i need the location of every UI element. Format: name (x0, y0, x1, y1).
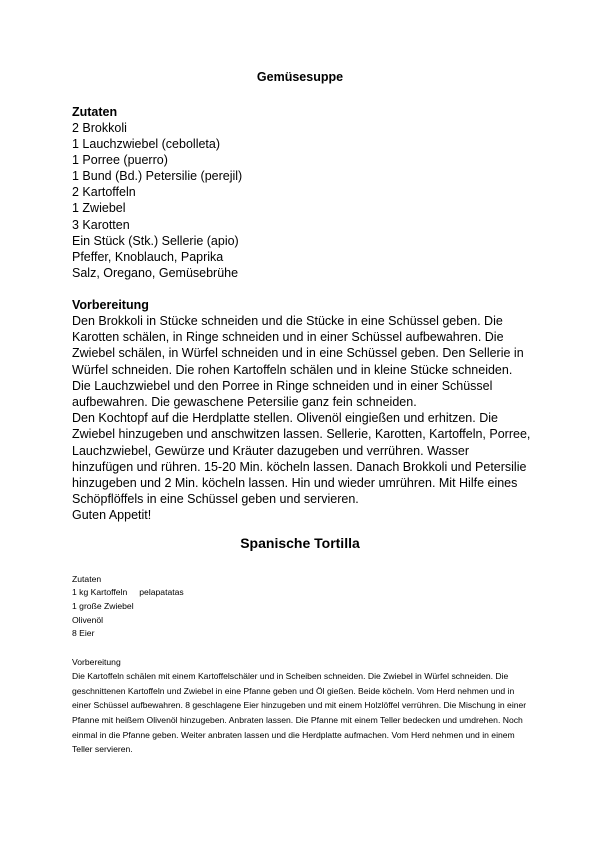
ingredient-item: 1 Porree (puerro) (72, 153, 168, 168)
ingredient-item (72, 586, 534, 600)
preparation-heading: Vorbereitung (72, 657, 121, 668)
ingredient-text: 1 kg Kartoffeln (72, 587, 128, 597)
closing-line: Guten Appetit! (72, 508, 152, 523)
preparation-heading: Vorbereitung (72, 297, 149, 312)
recipe-tortilla (72, 572, 534, 757)
recipe-gemuesesuppe (72, 104, 532, 524)
ingredients-list (72, 120, 532, 281)
ingredients-heading: Zutaten (72, 105, 118, 119)
ingredient-item: 1 Zwiebel (72, 201, 126, 216)
ingredient-item: 3 Karotten (72, 217, 130, 232)
preparation-paragraph: Die Kartoffeln schälen mit einem Kartoffelschäler und in Scheiben schneiden. Die Zwiebel in Würfel schneiden. Die geschnittenen Kartoffeln und Zwiebel in eine Pfanne geben und Öl gießen. Beide köcheln. Vom Herd nehmen und in einer Schüssel aufbewahren. 8 geschlagene Eier hinzugeben und mit einem Holzlöffel verrühren. Die Mischung in einer Pfanne mit heißem Olivenöl hinzugeben. Anbraten lassen. Die Pfanne mit einem Teller bedecken und umdrehen. Noch einmal in die Pfanne geben. Weiter anbraten lassen und die Herdplatte aufmachen. Vom Herd nehmen und in einem Teller servieren. (72, 671, 527, 755)
ingredient-item: 2 Brokkoli (72, 121, 127, 135)
ingredient-item: 2 Kartoffeln (72, 185, 136, 200)
ingredients-heading: Zutaten (72, 574, 102, 584)
ingredient-note: pelapatatas (139, 587, 184, 597)
recipe-title-tortilla: Spanische Tortilla (240, 535, 360, 551)
ingredients-list (72, 586, 534, 641)
ingredient-item: 8 Eier (72, 628, 95, 639)
ingredient-item: 1 Lauchzwiebel (cebolleta) (72, 137, 221, 152)
ingredient-item: Ein Stück (Stk.) Sellerie (apio) (72, 233, 239, 248)
preparation-paragraph: Den Brokkoli in Stücke schneiden und die Stücke in eine Schüssel geben. Die Karotten schälen, in Ringe schneiden und in einer Schüssel aufbewahren. Die Zwiebel schälen, in Würfel schneiden und in eine Schüssel geben. Den Sellerie in Würfel schneiden. Die rohen Kartoffeln schälen und in kleine Stücke schneiden. Die Lauchzwiebel und den Porree in Ringe schneiden und in einer Schüssel aufbewahren. Die gewaschene Petersilie ganz fein schneiden. (72, 313, 524, 409)
ingredient-item: 1 große Zwiebel (72, 600, 134, 611)
ingredient-item: Pfeffer, Knoblauch, Paprika (72, 249, 224, 264)
preparation-paragraph: Den Kochtopf auf die Herdplatte stellen. Olivenöl eingießen und erhitzen. Die Zwiebel hinzugeben und anschwitzen lassen. Sellerie, Karotten, Kartoffeln, Porree, Lauchzwiebel, Gewürze und Kräuter dazugeben und verrühren. Wasser hinzufügen und rühren. 15-20 Min. köcheln lassen. Danach Brokkoli und Petersilie hinzugeben und 2 Min. köcheln lassen. Hin und wieder umrühren. Mit Hilfe eines Schöpflöffels in eine Schüssel geben und servieren. (72, 411, 531, 507)
ingredient-item: Salz, Oregano, Gemüsebrühe (72, 265, 239, 280)
ingredient-item: 1 Bund (Bd.) Petersilie (perejil) (72, 169, 243, 184)
ingredient-item: Olivenöl (72, 614, 104, 625)
recipe-title-gemuesesuppe: Gemüsesuppe (256, 70, 344, 84)
